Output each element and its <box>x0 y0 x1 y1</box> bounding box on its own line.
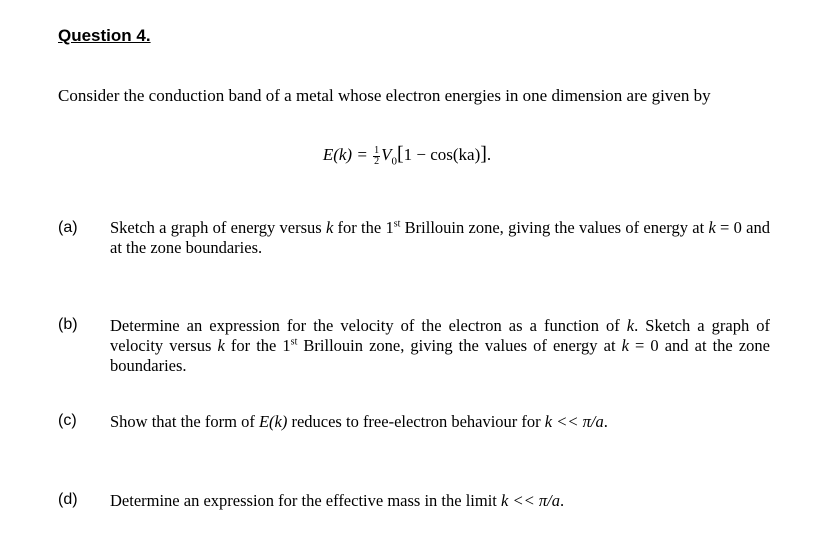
equation-v-sub: 0 <box>391 155 397 168</box>
intro-text: Consider the conduction band of a metal whose electron energies in one dimension are given by <box>58 86 711 105</box>
question-title: Question 4. <box>58 26 151 45</box>
part-d-text: Determine an expression for the effective mass in the limit k << π/a. <box>110 491 565 510</box>
part-d-label: (d) <box>58 491 78 508</box>
part-b-label: (b) <box>58 316 78 333</box>
equation-v: V <box>381 145 392 164</box>
part-b-text: Determine an expression for the velocity of the electron as a function of k. Sketch a graph of velocity versus k for the 1st Brillouin zone, giving the values of energy at k = 0 and at the zone boundaries. <box>110 316 770 375</box>
part-a-label: (a) <box>58 219 78 236</box>
energy-equation: E(k) = $\frac{1}{2}$ $V_0[1 - \cos(ka)]$. <box>322 143 492 168</box>
equation-inner: 1 − cos(ka) <box>403 145 481 164</box>
part-c-label: (c) <box>58 412 77 429</box>
part-a-text: Sketch a graph of energy versus k for the 1st Brillouin zone, giving the values of energy at k = 0 and at the zone boundaries. <box>110 218 770 257</box>
part-c-text: Show that the form of E(k) reduces to free-electron behaviour for k << π/a. <box>110 412 608 431</box>
equation-fraction: $\frac{1}{2}$ <box>374 144 380 167</box>
equation-lhs: E(k) = <box>322 145 373 164</box>
